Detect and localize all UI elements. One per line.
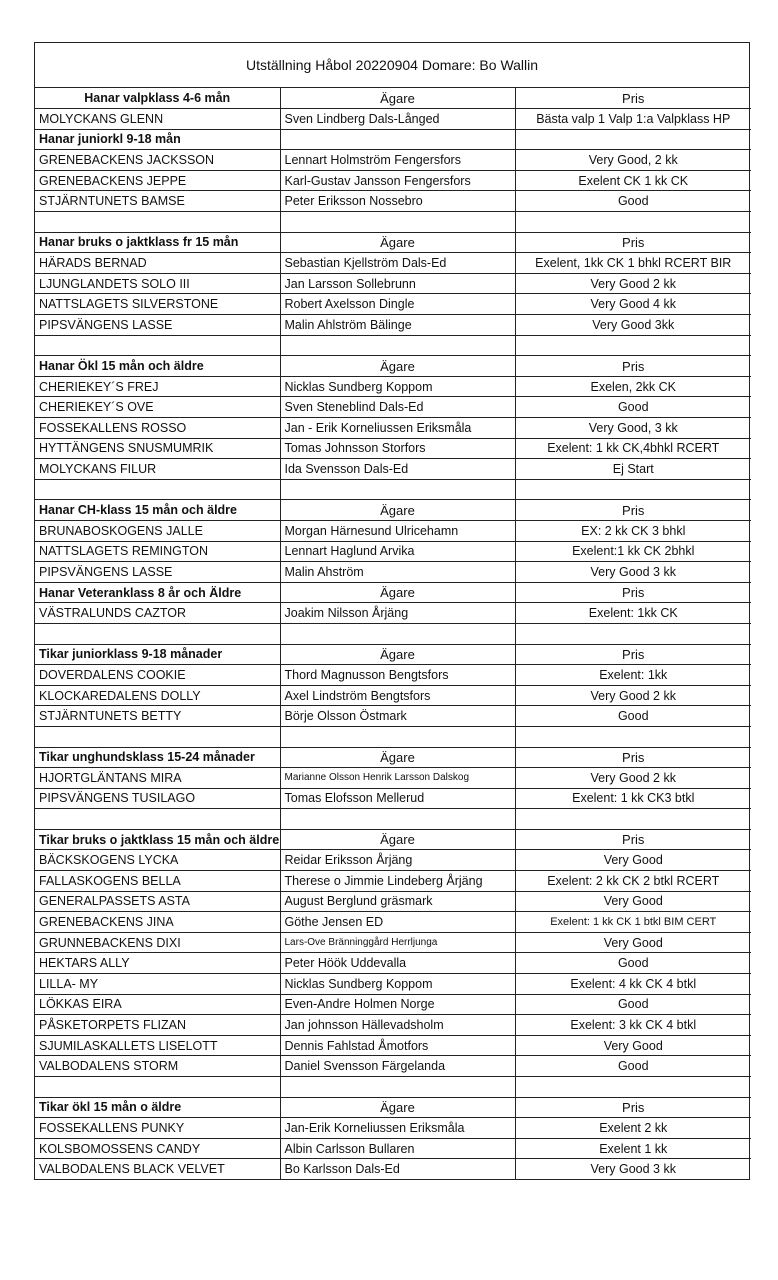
empty-cell <box>35 1077 280 1098</box>
section-header-row <box>35 829 751 850</box>
section-header-row <box>35 582 751 603</box>
table-row <box>35 520 751 541</box>
dog-name-cell: GRENEBACKENS JACKSSON <box>35 150 280 171</box>
dog-name-cell: MOLYCKANS GLENN <box>35 109 280 130</box>
owner-cell: Sebastian Kjellström Dals-Ed <box>280 253 515 274</box>
prize-cell: Very Good <box>515 1035 751 1056</box>
prize-heading-cell: Pris <box>515 747 751 768</box>
dog-name-cell: STJÄRNTUNETS BAMSE <box>35 191 280 212</box>
prize-cell: Very Good 2 kk <box>515 685 751 706</box>
owner-cell: Tomas Johnsson Storfors <box>280 438 515 459</box>
section-header-row <box>35 500 751 521</box>
class-heading-cell: Tikar ökl 15 mån o äldre <box>35 1097 280 1118</box>
dog-name-cell: VALBODALENS STORM <box>35 1056 280 1077</box>
owner-cell: Göthe Jensen ED <box>280 912 515 933</box>
table-row <box>35 1056 751 1077</box>
owner-heading-cell: Ägare <box>280 500 515 521</box>
empty-cell <box>515 809 751 830</box>
table-row <box>35 438 751 459</box>
prize-cell: Very Good <box>515 850 751 871</box>
dog-name-cell: CHERIEKEY´S FREJ <box>35 376 280 397</box>
class-heading-cell: Tikar juniorklass 9-18 månader <box>35 644 280 665</box>
owner-heading-cell: Ägare <box>280 747 515 768</box>
dog-name-cell: NATTSLAGETS REMINGTON <box>35 541 280 562</box>
table-row <box>35 685 751 706</box>
table-row <box>35 109 751 130</box>
empty-cell <box>280 809 515 830</box>
table-row <box>35 562 751 583</box>
empty-cell <box>515 479 751 500</box>
prize-heading-cell: Pris <box>515 500 751 521</box>
owner-cell: August Berglund gräsmark <box>280 891 515 912</box>
dog-name-cell: FOSSEKALLENS ROSSO <box>35 418 280 439</box>
prize-heading-cell <box>515 129 751 150</box>
dog-name-cell: VÄSTRALUNDS CAZTOR <box>35 603 280 624</box>
table-row <box>35 170 751 191</box>
spacer-row <box>35 479 751 500</box>
dog-name-cell: LJUNGLANDETS SOLO III <box>35 273 280 294</box>
dog-name-cell: HJORTGLÄNTANS MIRA <box>35 768 280 789</box>
section-header-row <box>35 644 751 665</box>
owner-cell: Börje Olsson Östmark <box>280 706 515 727</box>
prize-cell: Very Good, 2 kk <box>515 150 751 171</box>
empty-cell <box>35 479 280 500</box>
empty-cell <box>515 212 751 233</box>
table-row <box>35 850 751 871</box>
table-row <box>35 912 751 933</box>
class-heading-cell: Tikar unghundsklass 15-24 månader <box>35 747 280 768</box>
prize-cell: Very Good, 3 kk <box>515 418 751 439</box>
owner-cell: Albin Carlsson Bullaren <box>280 1138 515 1159</box>
class-heading-cell: Hanar Ökl 15 mån och äldre <box>35 356 280 377</box>
prize-cell: Very Good 2 kk <box>515 768 751 789</box>
prize-heading-cell: Pris <box>515 582 751 603</box>
table-row <box>35 315 751 336</box>
table-row <box>35 541 751 562</box>
empty-cell <box>35 335 280 356</box>
prize-cell: Exelent: 1kk CK <box>515 603 751 624</box>
table-row <box>35 1138 751 1159</box>
owner-heading-cell: Ägare <box>280 582 515 603</box>
table-row <box>35 706 751 727</box>
spacer-row <box>35 212 751 233</box>
prize-cell: Good <box>515 191 751 212</box>
owner-cell: Robert Axelsson Dingle <box>280 294 515 315</box>
section-header-row <box>35 747 751 768</box>
owner-cell: Jan johnsson Hällevadsholm <box>280 1015 515 1036</box>
prize-cell: Very Good 4 kk <box>515 294 751 315</box>
dog-name-cell: CHERIEKEY´S OVE <box>35 397 280 418</box>
dog-name-cell: DOVERDALENS COOKIE <box>35 665 280 686</box>
dog-name-cell: HYTTÄNGENS SNUSMUMRIK <box>35 438 280 459</box>
owner-cell: Nicklas Sundberg Koppom <box>280 376 515 397</box>
empty-cell <box>280 479 515 500</box>
prize-cell: Good <box>515 953 751 974</box>
empty-cell <box>280 1077 515 1098</box>
spacer-row <box>35 809 751 830</box>
table-row <box>35 397 751 418</box>
owner-heading-cell <box>280 129 515 150</box>
prize-cell: Good <box>515 994 751 1015</box>
prize-cell: Exelent: 2 kk CK 2 btkl RCERT <box>515 871 751 892</box>
table-row <box>35 294 751 315</box>
table-row <box>35 1118 751 1139</box>
table-row <box>35 932 751 953</box>
prize-cell: Exelent: 1kk <box>515 665 751 686</box>
prize-cell: Ej Start <box>515 459 751 480</box>
prize-cell: Exelent: 1 kk CK3 btkl <box>515 788 751 809</box>
empty-cell <box>280 726 515 747</box>
dog-name-cell: FALLASKOGENS BELLA <box>35 871 280 892</box>
prize-cell: Exelent, 1kk CK 1 bhkl RCERT BIR <box>515 253 751 274</box>
table-row <box>35 150 751 171</box>
prize-cell: Bästa valp 1 Valp 1:a Valpklass HP <box>515 109 751 130</box>
owner-cell: Peter Höök Uddevalla <box>280 953 515 974</box>
owner-cell: Peter Eriksson Nossebro <box>280 191 515 212</box>
prize-cell: EX: 2 kk CK 3 bhkl <box>515 520 751 541</box>
owner-cell: Nicklas Sundberg Koppom <box>280 974 515 995</box>
owner-cell: Lennart Haglund Arvika <box>280 541 515 562</box>
prize-cell: Exelent:1 kk CK 2bhkl <box>515 541 751 562</box>
prize-cell: Very Good <box>515 932 751 953</box>
prize-cell: Very Good 2 kk <box>515 273 751 294</box>
dog-name-cell: STJÄRNTUNETS BETTY <box>35 706 280 727</box>
class-heading-cell: Hanar juniorkl 9-18 mån <box>35 129 280 150</box>
owner-cell: Therese o Jimmie Lindeberg Årjäng <box>280 871 515 892</box>
prize-cell: Exelent: 3 kk CK 4 btkl <box>515 1015 751 1036</box>
prize-cell: Exelent: 4 kk CK 4 btkl <box>515 974 751 995</box>
owner-cell: Jan-Erik Korneliussen Eriksmåla <box>280 1118 515 1139</box>
empty-cell <box>515 335 751 356</box>
spacer-row <box>35 335 751 356</box>
dog-name-cell: PÅSKETORPETS FLIZAN <box>35 1015 280 1036</box>
table-row <box>35 871 751 892</box>
prize-cell: Good <box>515 1056 751 1077</box>
owner-cell: Thord Magnusson Bengtsfors <box>280 665 515 686</box>
table-row <box>35 768 751 789</box>
prize-cell: Good <box>515 706 751 727</box>
table-row <box>35 974 751 995</box>
owner-cell: Bo Karlsson Dals-Ed <box>280 1159 515 1180</box>
dog-name-cell: MOLYCKANS FILUR <box>35 459 280 480</box>
prize-heading-cell: Pris <box>515 356 751 377</box>
spacer-row <box>35 623 751 644</box>
dog-name-cell: PIPSVÄNGENS LASSE <box>35 315 280 336</box>
class-heading-cell: Hanar Veteranklass 8 år och Äldre <box>35 582 280 603</box>
owner-cell: Daniel Svensson Färgelanda <box>280 1056 515 1077</box>
prize-heading-cell: Pris <box>515 644 751 665</box>
owner-heading-cell: Ägare <box>280 1097 515 1118</box>
owner-cell: Malin Ahlström Bälinge <box>280 315 515 336</box>
table-row <box>35 273 751 294</box>
dog-name-cell: HEKTARS ALLY <box>35 953 280 974</box>
dog-name-cell: GRUNNEBACKENS DIXI <box>35 932 280 953</box>
dog-name-cell: VALBODALENS BLACK VELVET <box>35 1159 280 1180</box>
empty-cell <box>280 212 515 233</box>
prize-cell: Exelent 1 kk <box>515 1138 751 1159</box>
table-row <box>35 665 751 686</box>
table-row <box>35 459 751 480</box>
owner-cell: Jan - Erik Korneliussen Eriksmåla <box>280 418 515 439</box>
owner-heading-cell: Ägare <box>280 356 515 377</box>
section-header-row <box>35 232 751 253</box>
section-header-row <box>35 129 751 150</box>
table-row <box>35 788 751 809</box>
class-heading-cell: Hanar CH-klass 15 mån och äldre <box>35 500 280 521</box>
prize-cell: Very Good 3 kk <box>515 1159 751 1180</box>
empty-cell <box>35 809 280 830</box>
results-table <box>35 88 751 1179</box>
class-heading-cell: Hanar bruks o jaktklass fr 15 mån <box>35 232 280 253</box>
dog-name-cell: KOLSBOMOSSENS CANDY <box>35 1138 280 1159</box>
results-sheet <box>34 42 750 1180</box>
dog-name-cell: SJUMILASKALLETS LISELOTT <box>35 1035 280 1056</box>
prize-heading-cell: Pris <box>515 829 751 850</box>
section-header-row <box>35 88 751 109</box>
dog-name-cell: LÖKKAS EIRA <box>35 994 280 1015</box>
dog-name-cell: GRENEBACKENS JEPPE <box>35 170 280 191</box>
empty-cell <box>280 335 515 356</box>
section-header-row <box>35 1097 751 1118</box>
owner-cell: Morgan Härnesund Ulricehamn <box>280 520 515 541</box>
table-row <box>35 376 751 397</box>
table-row <box>35 891 751 912</box>
owner-cell: Ida Svensson Dals-Ed <box>280 459 515 480</box>
owner-cell: Sven Steneblind Dals-Ed <box>280 397 515 418</box>
owner-cell: Tomas Elofsson Mellerud <box>280 788 515 809</box>
prize-cell: Exelent: 1 kk CK 1 btkl BIM CERT <box>515 912 751 933</box>
owner-cell: Joakim Nilsson Årjäng <box>280 603 515 624</box>
owner-cell: Reidar Eriksson Årjäng <box>280 850 515 871</box>
table-row <box>35 253 751 274</box>
empty-cell <box>35 623 280 644</box>
prize-heading-cell: Pris <box>515 1097 751 1118</box>
dog-name-cell: PIPSVÄNGENS TUSILAGO <box>35 788 280 809</box>
table-row <box>35 1015 751 1036</box>
owner-cell: Lennart Holmström Fengersfors <box>280 150 515 171</box>
class-heading-cell: Hanar valpklass 4-6 mån <box>35 88 280 109</box>
dog-name-cell: GRENEBACKENS JINA <box>35 912 280 933</box>
owner-heading-cell: Ägare <box>280 644 515 665</box>
prize-cell: Exelent: 1 kk CK,4bhkl RCERT <box>515 438 751 459</box>
section-header-row <box>35 356 751 377</box>
table-row <box>35 994 751 1015</box>
owner-cell: Jan Larsson Sollebrunn <box>280 273 515 294</box>
table-row <box>35 1035 751 1056</box>
empty-cell <box>515 726 751 747</box>
dog-name-cell: BRUNABOSKOGENS JALLE <box>35 520 280 541</box>
empty-cell <box>515 1077 751 1098</box>
empty-cell <box>35 212 280 233</box>
owner-cell: Karl-Gustav Jansson Fengersfors <box>280 170 515 191</box>
dog-name-cell: GENERALPASSETS ASTA <box>35 891 280 912</box>
prize-heading-cell: Pris <box>515 232 751 253</box>
dog-name-cell: HÄRADS BERNAD <box>35 253 280 274</box>
owner-cell: Axel Lindström Bengtsfors <box>280 685 515 706</box>
prize-heading-cell: Pris <box>515 88 751 109</box>
empty-cell <box>515 623 751 644</box>
prize-cell: Very Good 3 kk <box>515 562 751 583</box>
table-row <box>35 1159 751 1180</box>
owner-heading-cell: Ägare <box>280 829 515 850</box>
table-row <box>35 953 751 974</box>
prize-cell: Good <box>515 397 751 418</box>
prize-cell: Exelent 2 kk <box>515 1118 751 1139</box>
owner-cell: Sven Lindberg Dals-Långed <box>280 109 515 130</box>
owner-cell: Dennis Fahlstad Åmotfors <box>280 1035 515 1056</box>
dog-name-cell: BÄCKSKOGENS LYCKA <box>35 850 280 871</box>
spacer-row <box>35 1077 751 1098</box>
dog-name-cell: FOSSEKALLENS PUNKY <box>35 1118 280 1139</box>
table-row <box>35 191 751 212</box>
dog-name-cell: LILLA- MY <box>35 974 280 995</box>
empty-cell <box>280 623 515 644</box>
prize-cell: Very Good 3kk <box>515 315 751 336</box>
owner-cell: Marianne Olsson Henrik Larsson Dalskog <box>280 768 515 789</box>
class-heading-cell: Tikar bruks o jaktklass 15 mån och äldre <box>35 829 280 850</box>
empty-cell <box>35 726 280 747</box>
owner-cell: Lars-Ove Bränninggård Herrljunga <box>280 932 515 953</box>
prize-cell: Very Good <box>515 891 751 912</box>
dog-name-cell: NATTSLAGETS SILVERSTONE <box>35 294 280 315</box>
sheet-title: Utställning Håbol 20220904 Domare: Bo Wallin <box>35 43 749 88</box>
owner-cell: Even-Andre Holmen Norge <box>280 994 515 1015</box>
prize-cell: Exelent CK 1 kk CK <box>515 170 751 191</box>
owner-cell: Malin Ahström <box>280 562 515 583</box>
table-row <box>35 418 751 439</box>
owner-heading-cell: Ägare <box>280 88 515 109</box>
table-row <box>35 603 751 624</box>
prize-cell: Exelen, 2kk CK <box>515 376 751 397</box>
owner-heading-cell: Ägare <box>280 232 515 253</box>
spacer-row <box>35 726 751 747</box>
dog-name-cell: PIPSVÄNGENS LASSE <box>35 562 280 583</box>
dog-name-cell: KLOCKAREDALENS DOLLY <box>35 685 280 706</box>
